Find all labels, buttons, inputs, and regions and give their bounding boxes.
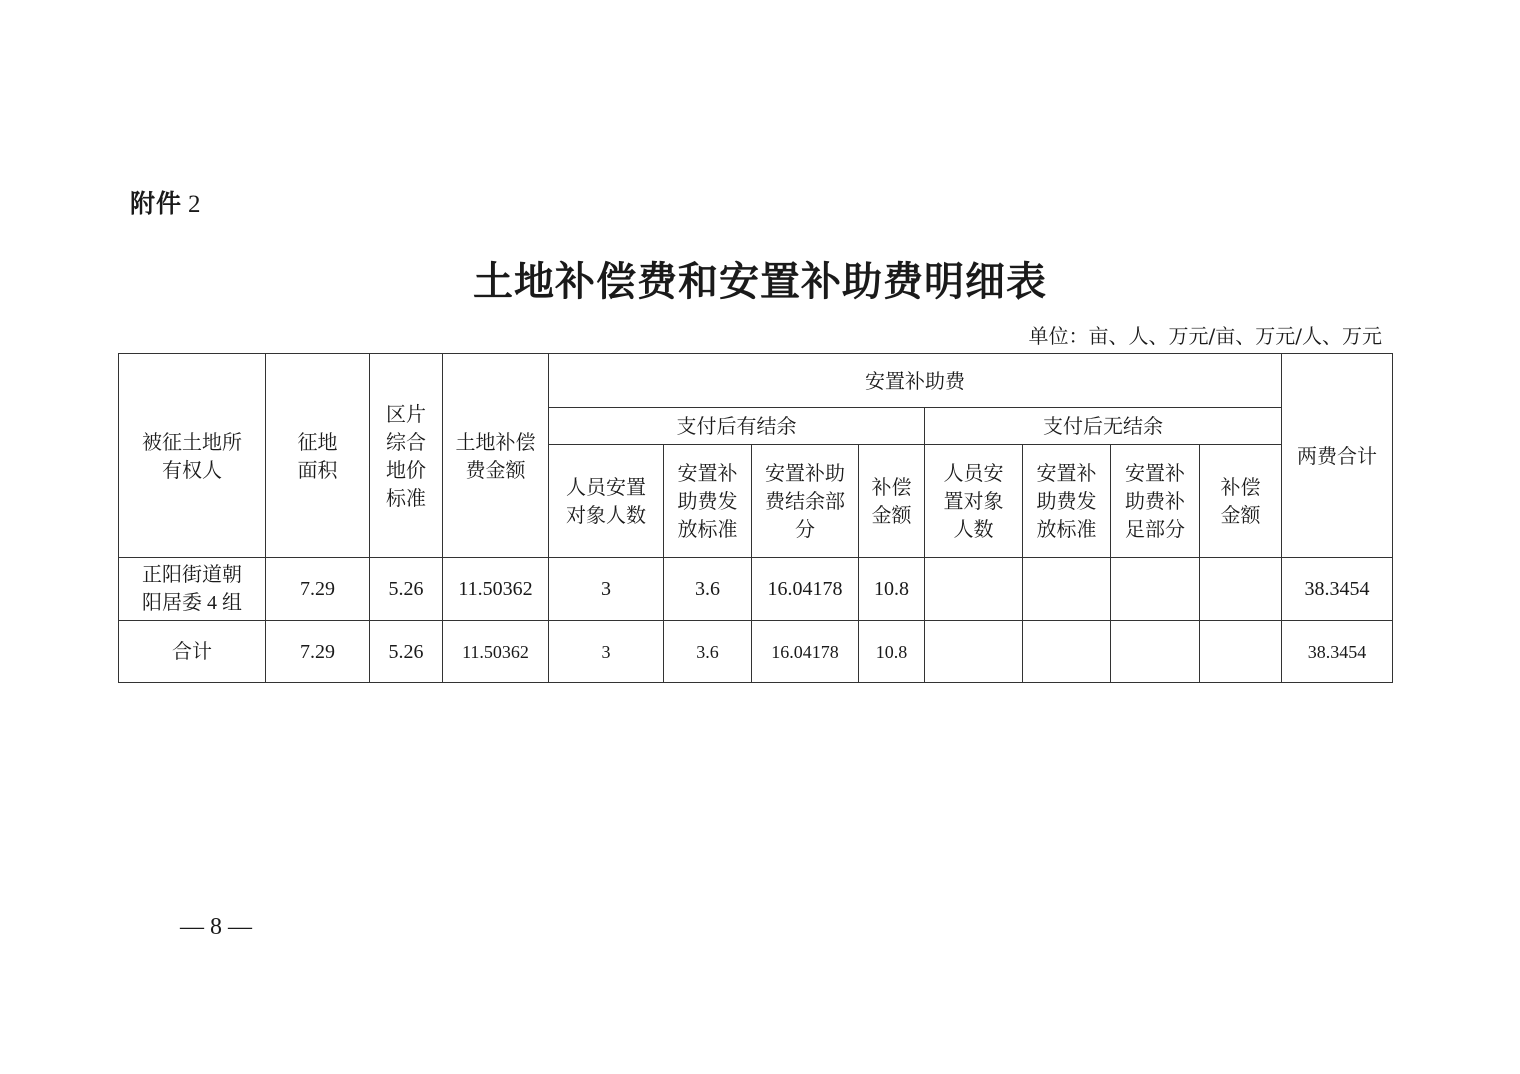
cell-wb-standard: 3.6 (664, 558, 752, 621)
header-with-balance: 支付后有结余 (549, 408, 925, 445)
compensation-detail-table (118, 353, 1393, 683)
header-nb-comp: 补偿金额 (1200, 445, 1282, 558)
header-without-balance: 支付后无结余 (925, 408, 1282, 445)
cell-wb-comp: 10.8 (859, 621, 925, 683)
cell-wb-balance: 16.04178 (752, 558, 859, 621)
header-owner: 被征土地所有权人 (119, 354, 266, 558)
cell-nb-persons (925, 621, 1023, 683)
cell-price-standard: 5.26 (370, 621, 443, 683)
attachment-number: 2 (188, 191, 202, 218)
cell-land-comp-amount: 11.50362 (443, 621, 549, 683)
cell-nb-standard (1023, 621, 1111, 683)
cell-wb-standard: 3.6 (664, 621, 752, 683)
cell-total: 38.3454 (1282, 621, 1393, 683)
unit-note: 单位：亩、人、万元/亩、万元/人、万元 (1028, 324, 1382, 348)
table-row (119, 558, 1393, 621)
header-area: 征地面积 (266, 354, 370, 558)
cell-nb-comp (1200, 621, 1282, 683)
table-row-total (119, 621, 1393, 683)
cell-nb-comp (1200, 558, 1282, 621)
header-nb-supplement: 安置补助费补足部分 (1111, 445, 1200, 558)
header-wb-balance: 安置补助费结余部分 (752, 445, 859, 558)
document-title: 土地补偿费和安置补助费明细表 (473, 258, 1047, 305)
header-land-comp-amount: 土地补偿费金额 (443, 354, 549, 558)
cell-owner: 正阳街道朝阳居委 4 组 (119, 558, 266, 621)
header-price-standard: 区片综合地价标准 (370, 354, 443, 558)
cell-nb-persons (925, 558, 1023, 621)
cell-owner: 合计 (119, 621, 266, 683)
cell-nb-supplement (1111, 558, 1200, 621)
header-wb-standard: 安置补助费发放标准 (664, 445, 752, 558)
cell-land-comp-amount: 11.50362 (443, 558, 549, 621)
page-number: — 8 — (180, 914, 252, 940)
header-nb-persons: 人员安置对象人数 (925, 445, 1023, 558)
attachment-text: 附件 (130, 189, 183, 218)
cell-area: 7.29 (266, 558, 370, 621)
cell-wb-comp: 10.8 (859, 558, 925, 621)
cell-wb-persons: 3 (549, 621, 664, 683)
cell-total: 38.3454 (1282, 558, 1393, 621)
attachment-label (130, 184, 202, 220)
cell-nb-supplement (1111, 621, 1200, 683)
header-resettlement-fee: 安置补助费 (549, 354, 1282, 408)
cell-price-standard: 5.26 (370, 558, 443, 621)
header-total: 两费合计 (1282, 354, 1393, 558)
header-wb-persons: 人员安置对象人数 (549, 445, 664, 558)
header-wb-comp: 补偿金额 (859, 445, 925, 558)
header-nb-standard: 安置补助费发放标准 (1023, 445, 1111, 558)
cell-wb-balance: 16.04178 (752, 621, 859, 683)
cell-nb-standard (1023, 558, 1111, 621)
cell-wb-persons: 3 (549, 558, 664, 621)
cell-area: 7.29 (266, 621, 370, 683)
